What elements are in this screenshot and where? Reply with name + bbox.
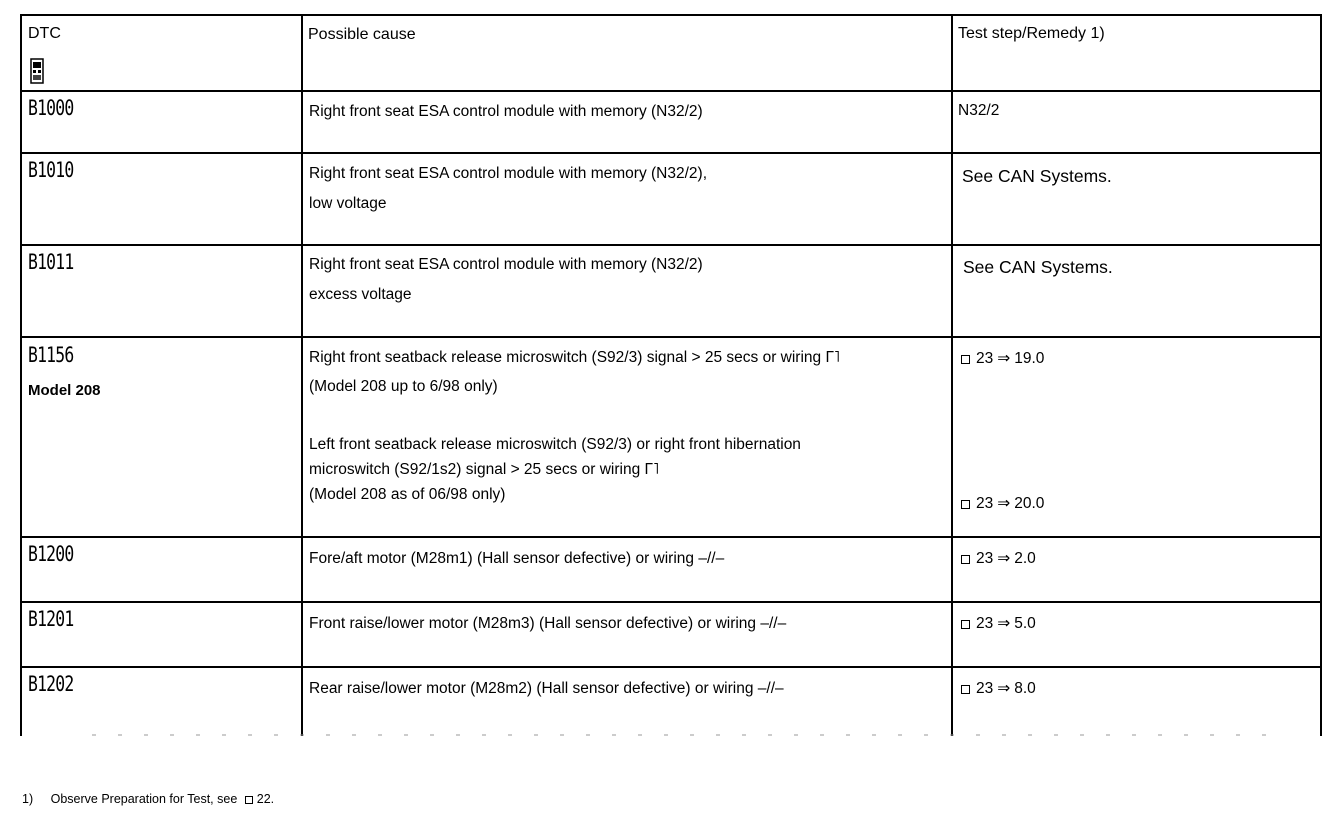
page-ref-icon xyxy=(961,555,970,564)
diagnostic-tester-icon xyxy=(30,58,44,84)
cause-text: Left front seatback release microswitch (S92/3) or right front hibernation xyxy=(309,436,801,453)
cause-text: Right front seat ESA control module with memory (N32/2), xyxy=(309,165,707,182)
table-row xyxy=(20,536,1322,603)
cause-text: Rear raise/lower motor (M28m2) (Hall sensor defective) or wiring –//– xyxy=(309,680,784,697)
page-break-dotted-line xyxy=(22,733,1322,737)
header-remedy-cell xyxy=(953,16,1322,92)
header-remedy: Test step/Remedy 1) xyxy=(958,25,1105,42)
arrow-icon: ⇒ xyxy=(997,350,1011,367)
arrow-icon: ⇒ xyxy=(997,680,1011,697)
cause-text: Front raise/lower motor (M28m3) (Hall sensor defective) or wiring –//– xyxy=(309,615,787,632)
cause-text: Fore/aft motor (M28m1) (Hall sensor defective) or wiring –//– xyxy=(309,550,725,567)
remedy-text: N32/2 xyxy=(958,102,1000,119)
cause-text: low voltage xyxy=(309,195,387,212)
cause-text: microswitch (S92/1s2) signal > 25 secs or wiring Γ˥ xyxy=(309,461,659,478)
page-ref-icon xyxy=(245,796,253,804)
table-row xyxy=(20,601,1322,668)
cause-text: (Model 208 as of 06/98 only) xyxy=(309,486,506,503)
cause-text: excess voltage xyxy=(309,286,412,303)
header-dtc: DTC xyxy=(28,25,61,42)
dtc-code: B1010 xyxy=(28,158,74,182)
see-can-systems-link[interactable]: See CAN Systems. xyxy=(962,166,1112,186)
dtc-code: B1202 xyxy=(28,672,74,696)
dtc-code: B1201 xyxy=(28,607,74,631)
test-step-link[interactable]: 23 ⇒ 20.0 xyxy=(961,495,1044,513)
cause-text: (Model 208 up to 6/98 only) xyxy=(309,378,498,395)
footnote-text: Observe Preparation for Test, see xyxy=(50,792,238,806)
table-row xyxy=(20,244,1322,338)
page-ref-icon xyxy=(961,355,970,364)
header-cause: Possible cause xyxy=(308,26,416,43)
table-row xyxy=(20,666,1322,736)
table-header-row xyxy=(20,14,1322,92)
table-row xyxy=(20,336,1322,538)
footnote-page-link[interactable]: 22. xyxy=(256,792,275,806)
footnote xyxy=(22,792,274,806)
cause-text: Right front seat ESA control module with memory (N32/2) xyxy=(309,103,703,120)
see-can-systems-link[interactable]: See CAN Systems. xyxy=(963,257,1113,277)
table-row xyxy=(20,152,1322,246)
footnote-marker: 1) xyxy=(22,792,34,806)
cause-text: Right front seat ESA control module with memory (N32/2) xyxy=(309,256,703,273)
test-step-link[interactable]: 23 ⇒ 5.0 xyxy=(961,615,1036,633)
header-dtc-cell xyxy=(20,16,303,92)
page-ref-icon xyxy=(961,620,970,629)
table-row xyxy=(20,90,1322,154)
dtc-code: B1200 xyxy=(28,542,74,566)
cause-text: Right front seatback release microswitch (S92/3) signal > 25 secs or wiring Γ˥ xyxy=(309,349,840,366)
page-ref-icon xyxy=(961,685,970,694)
test-step-link[interactable]: 23 ⇒ 2.0 xyxy=(961,550,1036,568)
arrow-icon: ⇒ xyxy=(997,550,1011,567)
dtc-table xyxy=(20,14,1322,734)
header-cause-cell xyxy=(303,16,953,92)
dtc-code: B1156 xyxy=(28,343,74,367)
model-label: Model 208 xyxy=(28,382,101,399)
test-step-link[interactable]: 23 ⇒ 8.0 xyxy=(961,680,1036,698)
arrow-icon: ⇒ xyxy=(997,495,1011,512)
page-ref-icon xyxy=(961,500,970,509)
dtc-code: B1000 xyxy=(28,96,74,120)
test-step-link[interactable]: 23 ⇒ 19.0 xyxy=(961,350,1044,368)
arrow-icon: ⇒ xyxy=(997,615,1011,632)
dtc-code: B1011 xyxy=(28,250,74,274)
